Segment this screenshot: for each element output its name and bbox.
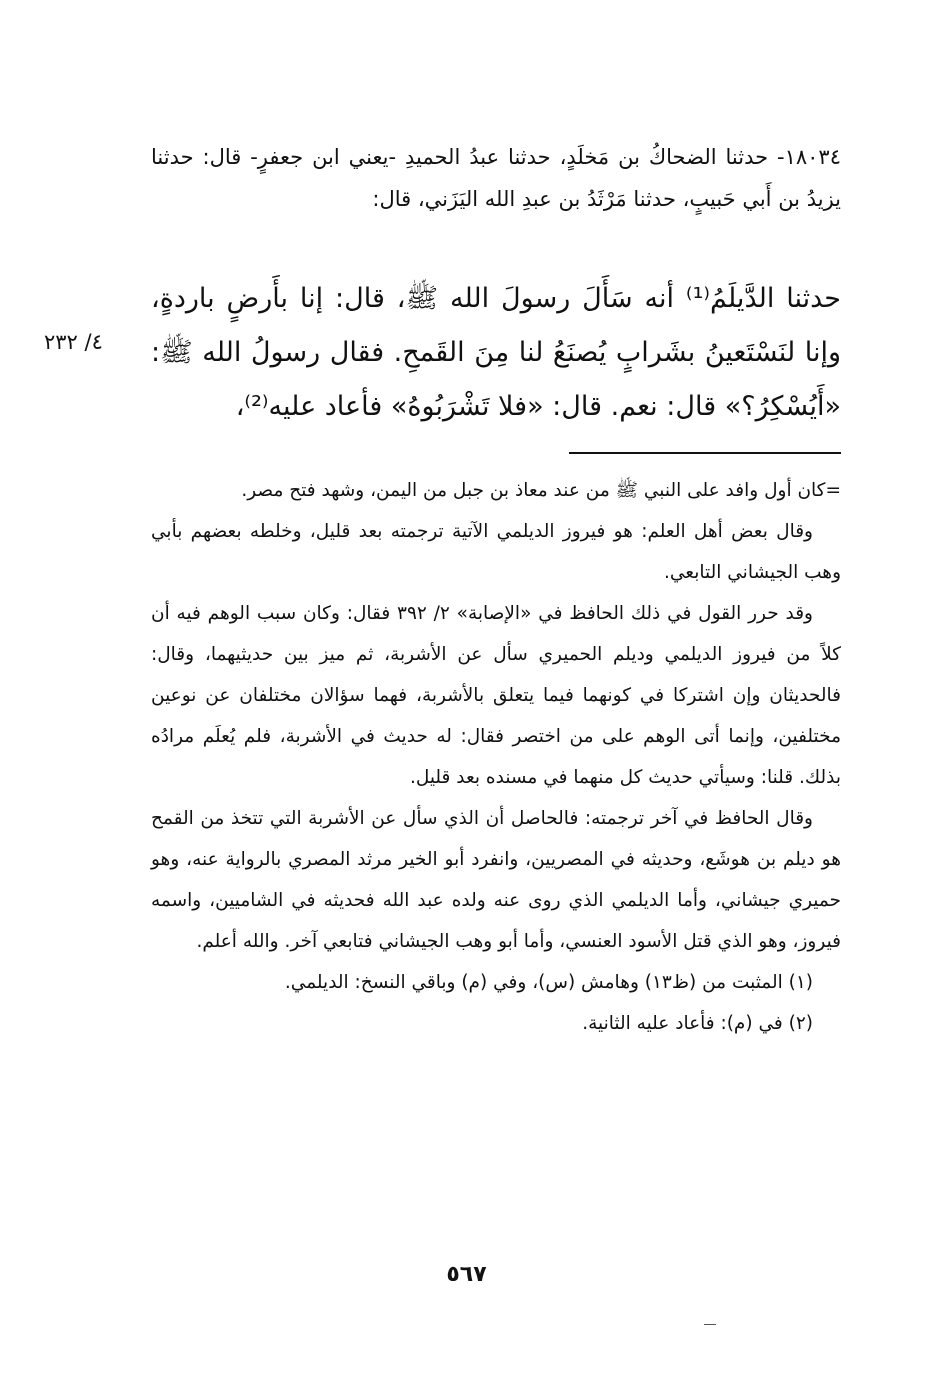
hadith-chain-text: ١٨٠٣٤- حدثنا الضحاكُ بن مَخلَدٍ، حدثنا عبدُ الحميدِ -يعني ابن جعفرٍ- قال: حدثنا يزيدُ بن أَبي حَبيبٍ، حدثنا مَرْثَدُ بن عبدِ الله اليَزَني، قال: [151,145,841,211]
footnote-paragraph: وقال بعض أهل العلم: هو فيروز الديلمي الآتية ترجمته بعد قليل، وخلطه بعضهم بأبي وهب الجيشاني التابعي. [151,521,841,583]
page-number: ٥٦٧ [446,1262,487,1287]
page-mark [704,1324,716,1325]
footnote-1: (١) المثبت من (ظ١٣) وهامش (س)، وفي (م) وباقي النسخ: الديلمي. [284,972,813,993]
footnote-paragraph: وقال الحافظ في آخر ترجمته: فالحاصل أن الذي سأل عن الأشربة التي تتخذ من القمح هو ديلم بن هوشَع، وحديثه في المصريين، وانفرد أبو الخير مرثد المصري بالرواية عنه، وهو حميري جيشاني، وأما الديلمي الذي روى عنه ولده عبد الله فحديثه في الشاميين، واسمه فيروز، وهو الذي قتل الأسود العنسي، وأما أبو وهب الجيشاني فتابعي آخر. والله أعلم. [151,808,841,952]
hadith-main-text: حدثنا الدَّيلَمُ⁽¹⁾ أنه سَأَلَ رسولَ الله ﷺ، قال: إنا بأَرضٍ باردةٍ، وإنا لنَسْتَعينُ بشَرابٍ يُصنَعُ لنا مِنَ القَمحِ. فقال رسولُ الله ﷺ: «أَيُسْكِرُ؟» قال: نعم. قال: «فلا تَشْرَبُوهُ» فأعاد عليه⁽²⁾، [151,283,841,422]
hadith-isnad [151,136,841,220]
footnotes [151,470,841,1044]
margin-reference: ٤/ ٢٣٢ [44,330,103,354]
hadith-matn [151,272,841,434]
footnote-2: (٢) في (م): فأعاد عليه الثانية. [582,1013,813,1034]
footnote-divider [569,452,841,454]
footnote-paragraph: وقد حرر القول في ذلك الحافظ في «الإصابة» ٢/ ٣٩٢ فقال: وكان سبب الوهم فيه أن كلاً من فيروز الديلمي وديلم الحميري سأل عن الأشربة، ثم ميز بين حديثيهما، وقال: فالحديثان وإن اشتركا في كونهما فيما يتعلق بالأشربة، فهما سؤالان مختلفان عن نوعين مختلفين، وإنما أتى الوهم على من اختصر فقال: له حديث في الأشربة، فلم يُعلَم مرادُه بذلك. قلنا: وسيأتي حديث كل منهما في مسنده بعد قليل. [151,603,841,788]
footnote-paragraph: =كان أول وافد على النبي ﷺ من عند معاذ بن جبل من اليمن، وشهد فتح مصر. [241,480,841,501]
